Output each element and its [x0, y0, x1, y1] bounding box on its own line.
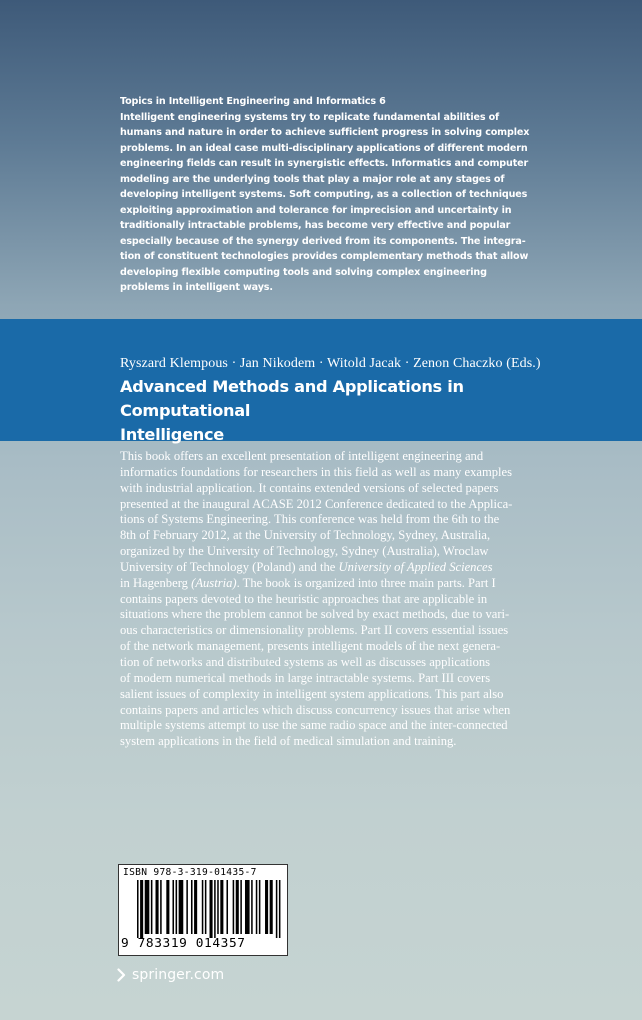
barcode-bar	[256, 880, 258, 934]
barcode-bar	[145, 880, 150, 934]
description-line: with industrial application. It contains extended versions of selected papers	[120, 480, 499, 495]
barcode-bar	[236, 880, 239, 934]
description-text: in Hagenberg	[120, 575, 192, 590]
description-line: tion of networks and distributed systems as well as discusses applications	[120, 654, 491, 669]
description-line: ous characteristics or dimensionality problems. Part II covers essential issues	[120, 623, 509, 638]
series-line: exploiting approximation and tolerance for imprecision and uncertainty in	[120, 204, 512, 216]
series-line: Intelligent engineering systems try to replicate fundamental abilities of	[120, 111, 500, 123]
series-heading: Topics in Intelligent Engineering and Informatics 6	[120, 96, 386, 107]
barcode-bar	[194, 880, 197, 934]
description-line: of the network management, presents intelligent models of the next genera-	[120, 639, 501, 654]
barcode-bar	[245, 880, 250, 934]
chevron-right-icon	[117, 968, 126, 982]
barcode-bar	[276, 880, 278, 938]
description-line: This book offers an excellent presentation of intelligent engineering and	[120, 449, 484, 463]
isbn-barcode	[118, 864, 288, 956]
description-line: contains papers devoted to the heuristic approaches that are applicable in	[120, 591, 488, 606]
barcode-bar	[251, 880, 253, 934]
book-authors: Ryszard Klempous · Jan Nikodem · Witold Jacak · Zenon Chaczko (Eds.)	[120, 356, 541, 371]
series-line: problems. In an ideal case multi-disciplinary applications of different modern	[120, 142, 528, 154]
barcode-bar	[240, 880, 242, 934]
description-line: informatics foundations for researchers in this field as well as many examples	[120, 464, 513, 479]
series-line: engineering fields can result in synergistic effects. Informatics and computer	[120, 158, 529, 169]
barcode-bar	[151, 880, 153, 934]
barcode-bar	[270, 880, 273, 934]
description-line	[120, 576, 550, 592]
series-line: modeling are the underlying tools that play a major role at any stages of	[120, 173, 505, 185]
book-description	[120, 449, 550, 750]
description-line: situations where the problem cannot be solved by exact methods, due to vari-	[120, 607, 510, 622]
barcode-bar	[166, 880, 169, 934]
barcode-bar	[259, 880, 261, 934]
description-line: salient issues of complexity in intelligent system applications. This part also	[120, 686, 504, 701]
series-line: tion of constituent technologies provides complementary methods that allow	[120, 251, 529, 262]
series-line: developing flexible computing tools and solving complex engineering	[120, 266, 487, 278]
barcode-bar	[202, 880, 204, 934]
barcode-bar	[186, 880, 188, 934]
barcode-bar	[191, 880, 193, 934]
description-line: multiple systems attempt to use the same radio space and the inter-connected	[120, 718, 508, 733]
series-line: especially because of the synergy derived from its components. The integra-	[120, 235, 526, 247]
description-emphasis: University of Applied Sciences	[338, 559, 493, 574]
barcode-bar	[233, 880, 235, 934]
description-text: . The book is organized into three main parts. Part I	[236, 575, 496, 590]
description-line: presented at the inaugural ACASE 2012 Conference dedicated to the Applica-	[120, 496, 513, 511]
barcode-bar	[265, 880, 268, 934]
description-line: tions of Systems Engineering. This conference was held from the 6th to the	[120, 512, 500, 527]
barcode-bar	[172, 880, 174, 934]
description-text: University of Technology (Poland) and the	[120, 559, 339, 574]
barcode-bar	[210, 880, 213, 938]
barcode-bar	[179, 880, 184, 934]
description-line: system applications in the field of medical simulation and training.	[120, 734, 457, 749]
description-emphasis: (Austria)	[191, 575, 237, 590]
barcode-bar	[160, 880, 162, 934]
barcode-bar	[137, 880, 139, 938]
series-line: developing intelligent systems. Soft computing, as a collection of techniques	[120, 189, 528, 200]
barcode-bar	[214, 880, 216, 938]
barcode-bar	[140, 880, 143, 938]
book-title-line: Advanced Methods and Applications in Computational	[120, 377, 464, 420]
book-title-line: Intelligence	[120, 425, 224, 444]
isbn-label: ISBN 978-3-319-01435-7	[123, 867, 257, 878]
description-line: organized by the University of Technology, Sydney (Australia), Wroclaw	[120, 544, 489, 559]
series-line: problems in intelligent ways.	[120, 282, 273, 293]
barcode-bar	[226, 880, 228, 934]
description-line: contains papers and articles which discuss concurrency issues that arise when	[120, 702, 511, 717]
barcode-digits: 9 783319 014357	[121, 936, 246, 951]
barcode-bar	[220, 880, 223, 934]
barcode-bar	[217, 880, 219, 934]
description-line: 8th of February 2012, at the University of Technology, Sydney, Australia,	[120, 528, 491, 543]
barcode-bar	[205, 880, 207, 934]
description-line	[120, 560, 550, 576]
series-blurb	[120, 94, 540, 296]
publisher-link[interactable]	[117, 964, 224, 986]
barcode-bar	[156, 880, 159, 934]
barcode-bar	[176, 880, 178, 934]
book-title	[120, 375, 590, 447]
barcode-bars	[137, 880, 282, 938]
publisher-site: springer.com	[132, 967, 225, 983]
barcode-bar	[279, 880, 281, 938]
description-line: of modern numerical methods in large intractable systems. Part III covers	[120, 670, 491, 685]
series-line: traditionally intractable problems, has become very effective and popular	[120, 220, 511, 231]
series-line: humans and nature in order to achieve sufficient progress in solving complex	[120, 127, 530, 138]
